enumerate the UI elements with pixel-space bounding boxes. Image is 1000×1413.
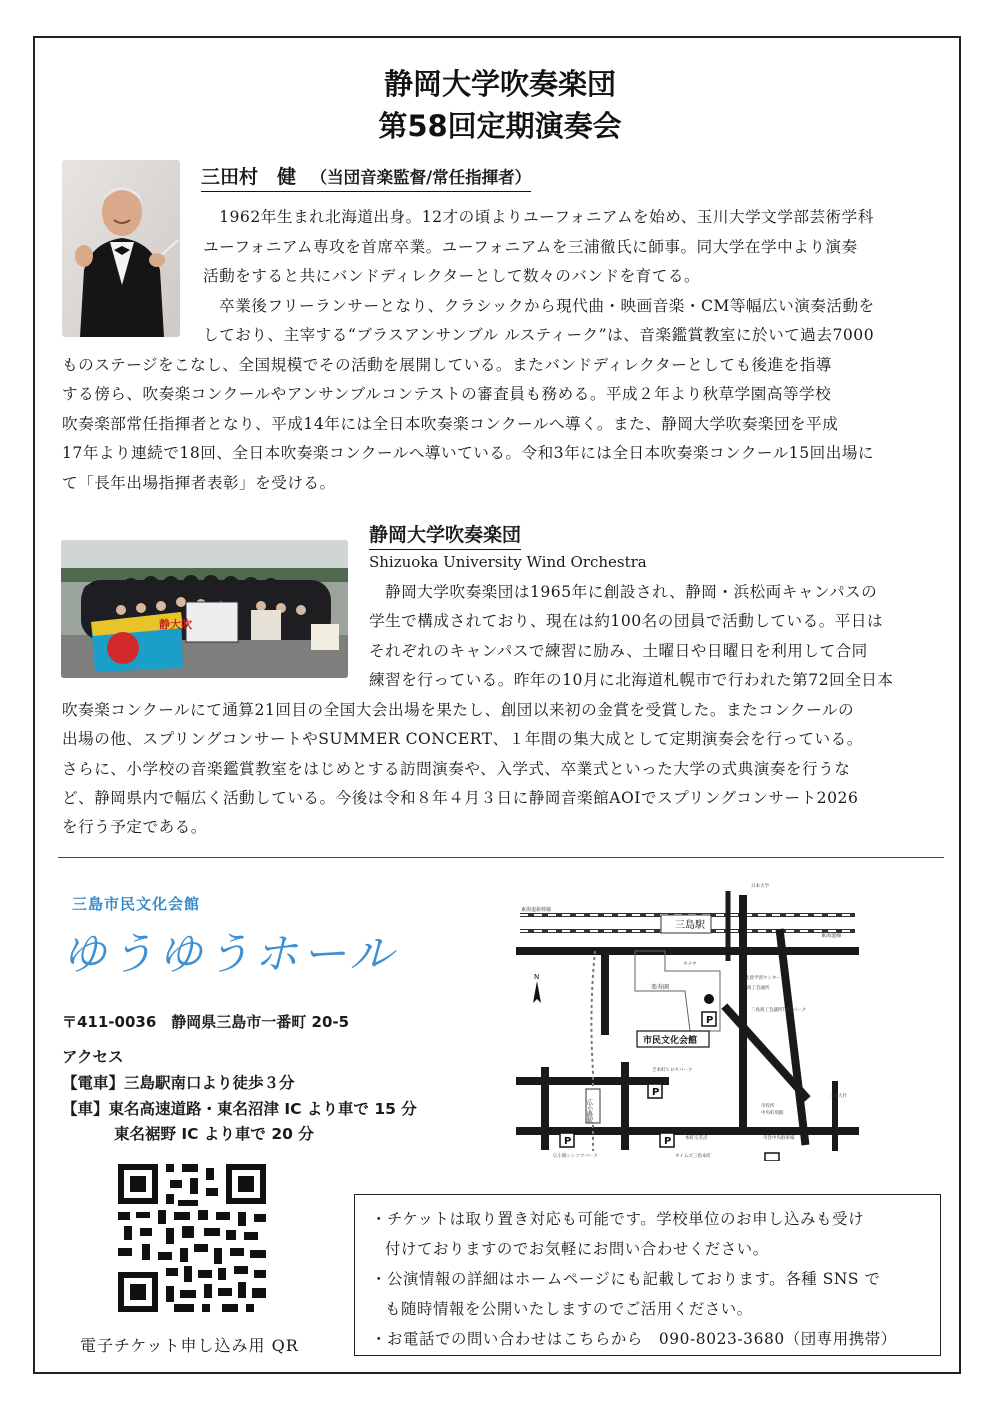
conductor-bio-line: 吹奏楽部常任指揮者となり、平成14年には全日本吹奏楽コンクールへ導く。また、静岡大学吹奏楽団を平成	[62, 415, 839, 433]
map-small-label: 三島大社	[829, 1094, 847, 1099]
access-car-alt: 東名裾野 IC より車で 20 分	[114, 1125, 314, 1143]
notice-line: 付けておりますのでお気軽にお問い合わせください。	[385, 1240, 769, 1258]
map-park-label: 楽寿園	[651, 984, 670, 991]
conductor-bio-line: 1962年生まれ北海道出身。12才の頃よりユーフォニアムを始め、玉川大学文学部芸術学科	[203, 208, 874, 226]
notice-line: も随時情報を公開いたしますのでご活用ください。	[385, 1300, 753, 1318]
band-bio-line: 静岡大学吹奏楽団は1965年に創設され、静岡・浜松両キャンパスの	[369, 583, 878, 601]
map-small-label: 広小路シンコウパーク	[553, 1154, 598, 1159]
access-heading: アクセス	[62, 1048, 124, 1066]
band-bio-line: 練習を行っている。昨年の10月に北海道札幌市で行われた第72回全日本	[369, 671, 894, 689]
band-name-english: Shizuoka University Wind Orchestra	[369, 553, 647, 571]
map-small-label: カメヤ	[683, 962, 697, 967]
section-divider	[58, 857, 944, 858]
band-heading: 静岡大学吹奏楽団	[369, 520, 521, 550]
band-bio-line: さらに、小学校の音楽鑑賞教室をはじめとする訪問演奏や、入学式、卒業式といった大学の式典演奏を行うな	[62, 760, 851, 778]
band-bio-line: ど、静岡県内で幅広く活動している。今後は令和８年４月３日に静岡音楽館AOIでスプリングコンサート2026	[62, 789, 859, 807]
conductor-bio-line: 活動をすると共にバンドディレクターとして数々のバンドを育てる。	[203, 267, 701, 285]
map-small-label: 本町交差点	[685, 1136, 708, 1141]
access-train: 【電車】三島駅南口より徒歩３分	[62, 1074, 295, 1092]
band-bio-line: を行う予定である。	[62, 818, 207, 836]
map-hirokoji-label: 広小路駅	[585, 1099, 593, 1123]
map-parking-label: P	[564, 1136, 572, 1147]
conductor-photo	[62, 160, 180, 337]
band-banner-text: 静大吹	[159, 618, 192, 631]
venue-org-name: 三島市民文化会館	[72, 895, 201, 913]
conductor-bio-line: する傍ら、吹奏楽コンクールやアンサンブルコンテストの審査員も務める。平成２年より秋草学園高等学校	[62, 385, 832, 403]
qr-caption: 電子チケット申し込み用 QR	[80, 1336, 299, 1355]
map-small-label: 市営中央駐車場	[763, 1136, 795, 1141]
map-parking-label: P	[706, 1015, 714, 1026]
venue-address: 〒411-0036 静岡県三島市一番町 20-5	[62, 1013, 350, 1031]
band-bio-line: 出場の他、スプリングコンサートやSUMMER CONCERT、１年間の集大成として定期演奏会を行っている。	[62, 730, 863, 748]
concert-title-line1: 静岡大学吹奏楽団	[383, 67, 616, 101]
notice-line: ・公演情報の詳細はホームページにも記載しております。各種 SNS で	[371, 1270, 881, 1288]
concert-title-line2: 第58回定期演奏会	[378, 109, 622, 143]
map-small-label: 商工会議所	[747, 986, 770, 991]
ticket-qr-code[interactable]	[118, 1164, 266, 1312]
map-small-label: 日本大学	[751, 884, 769, 889]
map-small-label: 芝本町ヒロセパーク	[652, 1068, 693, 1073]
map-small-label: タイムズ三島本町	[675, 1154, 711, 1159]
notice-phone-line[interactable]: ・お電話での問い合わせはこちらから 090-8023-3680（団専用携帯）	[371, 1330, 897, 1348]
venue-logo-text: ゆうゆうホール	[62, 929, 398, 980]
map-small-label: 三島商工会議所TMOパーク	[751, 1008, 807, 1013]
conductor-heading	[201, 162, 531, 192]
conductor-bio-line: ものステージをこなし、全国規模でその活動を展開している。またバンドディレクターとしても後進を指導	[62, 356, 833, 374]
map-north-label: N	[534, 973, 540, 981]
band-bio-line: 吹奏楽コンクールにて通算21回目の全国大会出場を果たし、創団以来初の金賞を受賞した。またコンクールの	[62, 701, 855, 719]
map-shinkansen-label: 東海道新幹線	[521, 907, 552, 913]
map-parking-label: P	[664, 1136, 672, 1147]
map-tokaido-label: 東海道線	[821, 933, 842, 939]
access-car: 【車】東名高速道路・東名沼津 IC より車で 15 分	[62, 1100, 417, 1118]
venue-access-map	[515, 871, 867, 1161]
conductor-bio-line: 卒業後フリーランサーとなり、クラシックから現代曲・映画音楽・CM等幅広い演奏活動を	[203, 297, 875, 315]
notice-line: ・チケットは取り置き対応も可能です。学校単位のお申し込みも受け	[371, 1210, 865, 1228]
conductor-bio-line: しており、主宰する“ブラスアンサンブル ルスティーク”は、音楽鑑賞教室に於いて過去7000	[203, 326, 875, 344]
conductor-bio-line: 17年より連続で18回、全日本吹奏楽コンクールへ導いている。令和3年には全日本吹奏楽コンクール15回出場に	[62, 444, 875, 462]
map-station-label: 三島駅	[675, 920, 705, 931]
conductor-name: 三田村 健	[201, 166, 297, 188]
band-bio-line: 学生で構成されており、現在は約100名の団員で活動している。平日は	[369, 612, 884, 630]
band-group-photo	[61, 540, 348, 678]
map-small-label: 市役所	[761, 1104, 775, 1109]
map-parking-label: P	[652, 1087, 660, 1098]
map-small-label: 生涯学習センター	[745, 976, 781, 981]
map-venue-label: 市民文化会館	[643, 1036, 698, 1046]
ticket-notice-box	[354, 1194, 941, 1356]
conductor-role: （当団音楽監督/常任指揮者）	[310, 168, 532, 187]
conductor-bio-line: て「長年出場指揮者表彰」を受ける。	[62, 474, 336, 492]
band-bio-line: それぞれのキャンパスで練習に励み、土曜日や日曜日を利用して合同	[369, 642, 868, 660]
map-small-label: 中央町別館	[761, 1111, 784, 1116]
conductor-bio-line: ユーフォニアム専攻を首席卒業。ユーフォニアムを三浦徹氏に師事。同大学在学中より演奏	[203, 238, 858, 256]
